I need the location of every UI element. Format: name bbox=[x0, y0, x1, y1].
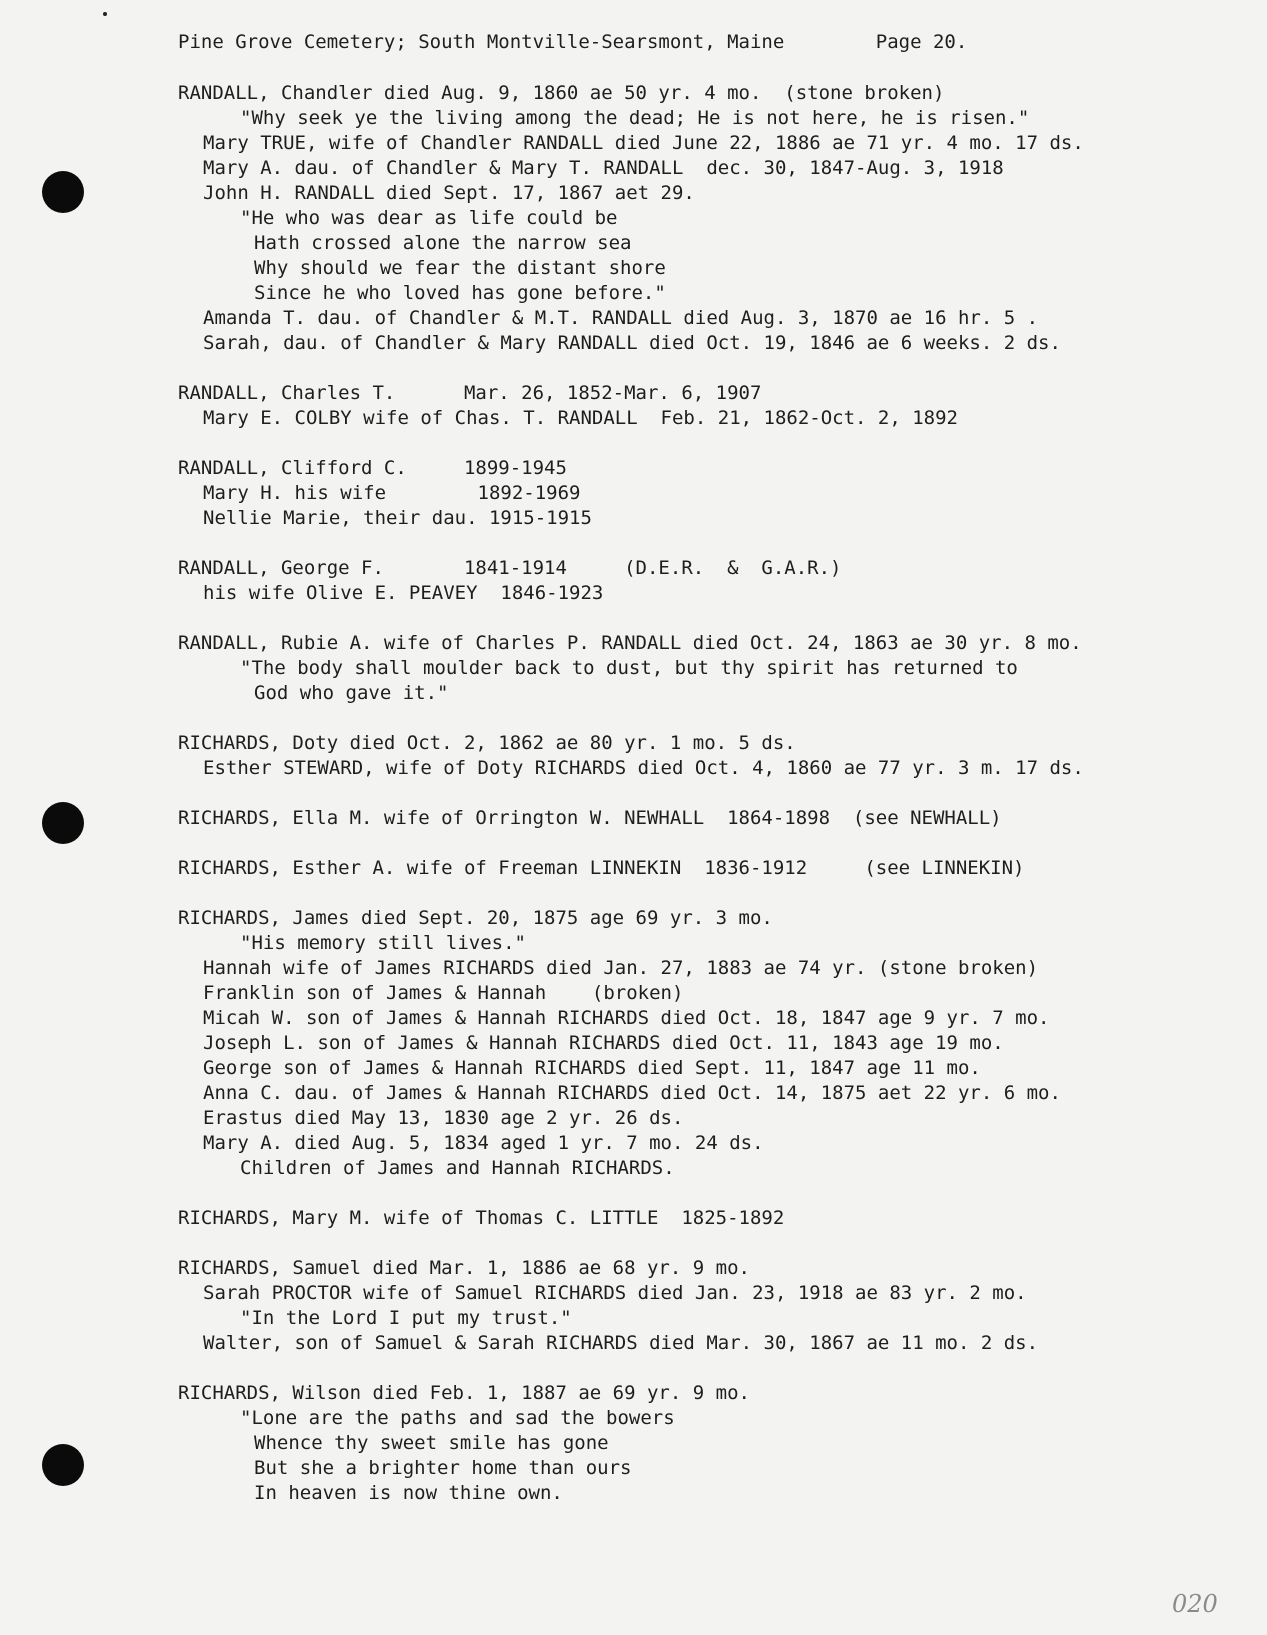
entry-detail-line: Mary A. died Aug. 5, 1834 aged 1 yr. 7 mo. 24 ds. bbox=[203, 1132, 764, 1154]
page-label: Page 20. bbox=[875, 31, 968, 53]
entry-heading-line: RICHARDS, Doty died Oct. 2, 1862 ae 80 yr. 1 mo. 5 ds. bbox=[178, 732, 796, 754]
entry-detail-line: Walter, son of Samuel & Sarah RICHARDS died Mar. 30, 1867 ae 11 mo. 2 ds. bbox=[203, 1332, 1039, 1354]
entry-heading-line: RANDALL, Charles T. Mar. 26, 1852-Mar. 6, 1907 bbox=[178, 382, 762, 404]
entry-detail-line: Sarah PROCTOR wife of Samuel RICHARDS died Jan. 23, 1918 ae 83 yr. 2 mo. bbox=[203, 1282, 1027, 1304]
entry-detail-line: Why should we fear the distant shore bbox=[254, 257, 666, 279]
burial-entry bbox=[178, 456, 1238, 531]
burial-entry bbox=[178, 81, 1238, 356]
entry-detail-line: Franklin son of James & Hannah (broken) bbox=[203, 982, 684, 1004]
entry-heading-line: RANDALL, Clifford C. 1899-1945 bbox=[178, 457, 567, 479]
entry-detail-line: "He who was dear as life could be bbox=[240, 207, 618, 229]
entry-detail-line: Erastus died May 13, 1830 age 2 yr. 26 ds. bbox=[203, 1107, 684, 1129]
cemetery-listing bbox=[178, 81, 1238, 1506]
burial-entry bbox=[178, 806, 1238, 831]
entry-detail-line: Whence thy sweet smile has gone bbox=[254, 1432, 609, 1454]
burial-entry bbox=[178, 556, 1238, 606]
burial-entry bbox=[178, 1206, 1238, 1231]
punch-hole-bottom bbox=[42, 1444, 84, 1486]
entry-detail-line: Hannah wife of James RICHARDS died Jan. 27, 1883 ae 74 yr. (stone broken) bbox=[203, 957, 1039, 979]
punch-hole-middle bbox=[42, 802, 84, 844]
entry-detail-line: Amanda T. dau. of Chandler & M.T. RANDALL died Aug. 3, 1870 ae 16 hr. 5 . bbox=[203, 307, 1039, 329]
entry-detail-line: his wife Olive E. PEAVEY 1846-1923 bbox=[203, 582, 604, 604]
entry-detail-line: Mary H. his wife 1892-1969 bbox=[203, 482, 581, 504]
burial-entry bbox=[178, 906, 1238, 1181]
page-header bbox=[178, 31, 967, 53]
entry-heading-line: RICHARDS, Wilson died Feb. 1, 1887 ae 69 yr. 9 mo. bbox=[178, 1382, 750, 1404]
entry-detail-line: Micah W. son of James & Hannah RICHARDS died Oct. 18, 1847 age 9 yr. 7 mo. bbox=[203, 1007, 1050, 1029]
entry-heading-line: RICHARDS, Samuel died Mar. 1, 1886 ae 68 yr. 9 mo. bbox=[178, 1257, 750, 1279]
burial-entry bbox=[178, 1381, 1238, 1506]
entry-detail-line: Nellie Marie, their dau. 1915-1915 bbox=[203, 507, 592, 529]
burial-entry bbox=[178, 856, 1238, 881]
burial-entry bbox=[178, 381, 1238, 431]
entry-detail-line: "Why seek ye the living among the dead; He is not here, he is risen." bbox=[240, 107, 1030, 129]
entry-detail-line: Hath crossed alone the narrow sea bbox=[254, 232, 632, 254]
entry-detail-line: "The body shall moulder back to dust, but thy spirit has returned to bbox=[240, 657, 1018, 679]
ink-speck bbox=[103, 12, 107, 16]
entry-detail-line: Since he who loved has gone before." bbox=[254, 282, 666, 304]
entry-detail-line: John H. RANDALL died Sept. 17, 1867 aet 29. bbox=[203, 182, 695, 204]
entry-detail-line: Mary TRUE, wife of Chandler RANDALL died June 22, 1886 ae 71 yr. 4 mo. 17 ds. bbox=[203, 132, 1084, 154]
entry-detail-line: Anna C. dau. of James & Hannah RICHARDS died Oct. 14, 1875 aet 22 yr. 6 mo. bbox=[203, 1082, 1061, 1104]
entry-detail-line: Mary E. COLBY wife of Chas. T. RANDALL Feb. 21, 1862-Oct. 2, 1892 bbox=[203, 407, 958, 429]
entry-heading-line: RANDALL, Rubie A. wife of Charles P. RANDALL died Oct. 24, 1863 ae 30 yr. 8 mo. bbox=[178, 632, 1082, 654]
entry-detail-line: God who gave it." bbox=[254, 682, 449, 704]
burial-entry bbox=[178, 731, 1238, 781]
entry-detail-line: Sarah, dau. of Chandler & Mary RANDALL died Oct. 19, 1846 ae 6 weeks. 2 ds. bbox=[203, 332, 1061, 354]
burial-entry bbox=[178, 1256, 1238, 1356]
entry-detail-line: Esther STEWARD, wife of Doty RICHARDS died Oct. 4, 1860 ae 77 yr. 3 m. 17 ds. bbox=[203, 757, 1084, 779]
entry-detail-line: "In the Lord I put my trust." bbox=[240, 1307, 572, 1329]
punch-hole-top bbox=[42, 171, 84, 213]
entry-heading-line: RANDALL, George F. 1841-1914 (D.E.R. & G.A.R.) bbox=[178, 557, 842, 579]
entry-heading-line: RICHARDS, Esther A. wife of Freeman LINNEKIN 1836-1912 (see LINNEKIN) bbox=[178, 857, 1025, 879]
page-title: Pine Grove Cemetery; South Montville-Searsmont, Maine bbox=[178, 31, 785, 53]
entry-detail-line: In heaven is now thine own. bbox=[254, 1482, 563, 1504]
handwritten-page-number: 020 bbox=[1172, 1590, 1218, 1618]
entry-detail-line: Mary A. dau. of Chandler & Mary T. RANDALL dec. 30, 1847-Aug. 3, 1918 bbox=[203, 157, 1004, 179]
entry-heading-line: RICHARDS, Ella M. wife of Orrington W. NEWHALL 1864-1898 (see NEWHALL) bbox=[178, 807, 1002, 829]
entry-detail-line: George son of James & Hannah RICHARDS died Sept. 11, 1847 age 11 mo. bbox=[203, 1057, 981, 1079]
burial-entry bbox=[178, 631, 1238, 706]
entry-detail-line: Joseph L. son of James & Hannah RICHARDS died Oct. 11, 1843 age 19 mo. bbox=[203, 1032, 1004, 1054]
entry-heading-line: RICHARDS, James died Sept. 20, 1875 age 69 yr. 3 mo. bbox=[178, 907, 773, 929]
entry-detail-line: But she a brighter home than ours bbox=[254, 1457, 632, 1479]
entry-heading-line: RANDALL, Chandler died Aug. 9, 1860 ae 50 yr. 4 mo. (stone broken) bbox=[178, 82, 945, 104]
entry-detail-line: Children of James and Hannah RICHARDS. bbox=[240, 1157, 675, 1179]
entry-detail-line: "Lone are the paths and sad the bowers bbox=[240, 1407, 675, 1429]
entry-detail-line: "His memory still lives." bbox=[240, 932, 526, 954]
entry-heading-line: RICHARDS, Mary M. wife of Thomas C. LITTLE 1825-1892 bbox=[178, 1207, 785, 1229]
